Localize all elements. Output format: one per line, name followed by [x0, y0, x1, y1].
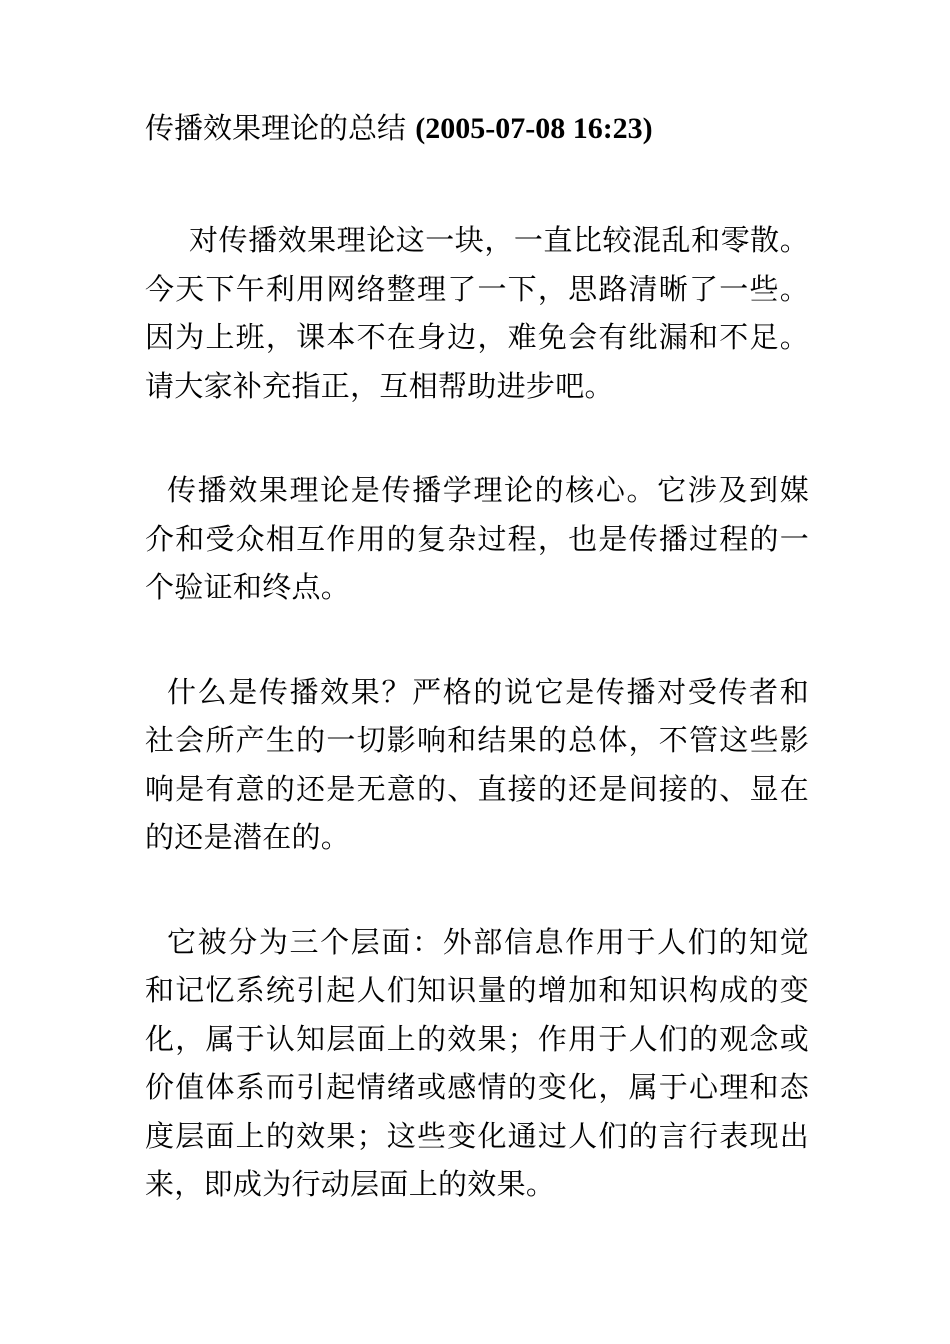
article-body — [145, 100, 809, 1209]
paragraph-intro: 对传播效果理论这一块，一直比较混乱和零散。今天下午利用网络整理了一下，思路清晰了一些。因为上班，课本不在身边，难免会有纰漏和不足。请大家补充指正，互相帮助进步吧。 — [145, 223, 809, 403]
article-date: (2005-07-08 16:23) — [415, 112, 653, 145]
paragraph-core-theory: 传播效果理论是传播学理论的核心。它涉及到媒介和受众相互作用的复杂过程，也是传播过程的一个验证和终点。 — [145, 473, 809, 604]
article-title — [145, 100, 809, 156]
paragraph-three-levels: 它被分为三个层面：外部信息作用于人们的知觉和记忆系统引起人们知识量的增加和知识构成的变化，属于认知层面上的效果；作用于人们的观念或价值体系而引起情绪或感情的变化，属于心理和态度层面上的效果；这些变化通过人们的言行表现出来，即成为行动层面上的效果。 — [145, 924, 809, 1201]
article-title-text: 传播效果理论的总结 — [145, 111, 416, 145]
paragraph-definition: 什么是传播效果？严格的说它是传播对受传者和社会所产生的一切影响和结果的总体，不管这些影响是有意的还是无意的、直接的还是间接的、显在的还是潜在的。 — [145, 674, 809, 854]
